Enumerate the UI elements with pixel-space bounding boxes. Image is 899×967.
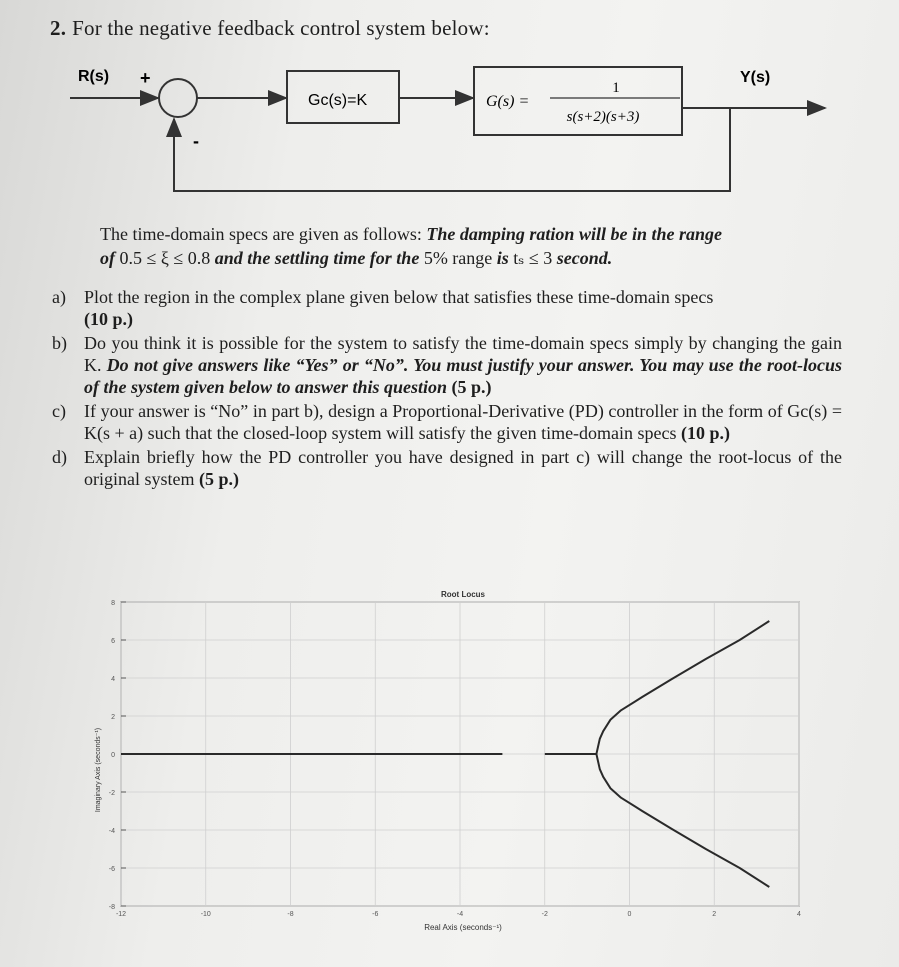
minus-sign: - xyxy=(193,131,199,151)
part-c-text: If your answer is “No” in part b), design a Proportional-Derivative (PD) controller in the form of Gc(s) = K(s + a) such that the closed-loop system will satisfy the given time-domain specs xyxy=(84,401,842,443)
output-label: Y(s) xyxy=(740,69,771,86)
y-tick-label: -2 xyxy=(108,790,115,797)
feedback-path xyxy=(174,108,730,191)
locus-branch-upper xyxy=(596,621,769,754)
question-title-text: For the negative feedback control system below: xyxy=(72,16,490,40)
specs-bold-4: is xyxy=(496,248,509,268)
root-locus-svg xyxy=(88,585,828,940)
part-c xyxy=(52,400,842,444)
y-tick-label: 0 xyxy=(111,752,115,759)
part-a xyxy=(52,286,842,330)
part-b-points: (5 p.) xyxy=(451,377,492,397)
x-tick-label: 0 xyxy=(627,911,632,918)
locus-branch-lower xyxy=(596,754,769,887)
x-axis-label: Real Axis (seconds⁻¹) xyxy=(424,923,502,932)
chart-title: Root Locus xyxy=(441,590,485,599)
y-tick-label: 4 xyxy=(111,676,115,683)
settling-time: tₛ ≤ 3 xyxy=(513,248,553,268)
part-d-text: Explain briefly how the PD controller you have designed in part c) will change the root-locus of the original system xyxy=(84,447,842,489)
part-d xyxy=(52,446,842,490)
plant-prefix: G(s) = xyxy=(486,93,530,110)
x-tick-label: 2 xyxy=(712,911,717,918)
y-tick-label: 8 xyxy=(111,600,115,607)
specs-bold-3: and the settling time for the xyxy=(214,248,420,268)
specs-intro: The time-domain specs are given as follows: xyxy=(100,224,422,244)
summing-junction xyxy=(159,79,197,117)
part-d-label: d) xyxy=(52,447,67,467)
y-tick-label: -8 xyxy=(108,904,115,911)
x-tick-label: 4 xyxy=(797,911,801,918)
x-tick-label: -2 xyxy=(541,911,548,918)
specs-bold-1: The damping ration will be in the range xyxy=(426,224,722,244)
part-b-bold-text: Do not give answers like “Yes” or “No”. You must justify your answer. You may use the root-locus of the system given below to answer this question xyxy=(84,355,842,397)
input-label: R(s) xyxy=(78,68,110,85)
controller-label: Gc(s)=K xyxy=(308,92,368,109)
y-axis-label: Imaginary Axis (seconds⁻¹) xyxy=(95,727,102,813)
plus-sign: + xyxy=(140,68,151,88)
part-c-label: c) xyxy=(52,401,66,421)
part-b-label: b) xyxy=(52,333,67,353)
plant-denominator: s(s+2)(s+3) xyxy=(566,109,640,125)
y-tick-label: 6 xyxy=(111,638,115,645)
y-tick-label: 2 xyxy=(111,714,115,721)
specs-bold-2: of xyxy=(100,248,115,268)
part-c-points: (10 p.) xyxy=(681,423,731,443)
x-tick-label: -12 xyxy=(115,911,127,918)
part-d-points: (5 p.) xyxy=(199,469,239,489)
part-a-text: Plot the region in the complex plane given below that satisfies these time-domain specs xyxy=(84,287,714,307)
root-locus-chart xyxy=(88,585,828,945)
y-tick-label: -4 xyxy=(108,828,115,835)
x-tick-label: -8 xyxy=(287,911,294,918)
part-b xyxy=(52,332,842,398)
specs-paragraph xyxy=(100,222,840,270)
settling-range-label: 5% range xyxy=(423,248,493,268)
damping-range: 0.5 ≤ ξ ≤ 0.8 xyxy=(119,248,211,268)
part-a-label: a) xyxy=(52,287,66,307)
specs-bold-5: second. xyxy=(556,248,613,268)
block-diagram xyxy=(0,0,899,210)
question-number: 2. xyxy=(50,16,67,40)
x-tick-label: -4 xyxy=(456,911,464,918)
question-parts xyxy=(52,286,842,492)
x-tick-label: -6 xyxy=(372,911,379,918)
y-tick-label: -6 xyxy=(108,866,115,873)
x-tick-label: -10 xyxy=(200,911,211,918)
plant-numerator: 1 xyxy=(612,80,620,96)
part-a-points: (10 p.) xyxy=(84,309,133,329)
part-b-text: Do you think it is possible for the system to satisfy the time-domain specs simply by changing the gain K. xyxy=(84,333,842,375)
